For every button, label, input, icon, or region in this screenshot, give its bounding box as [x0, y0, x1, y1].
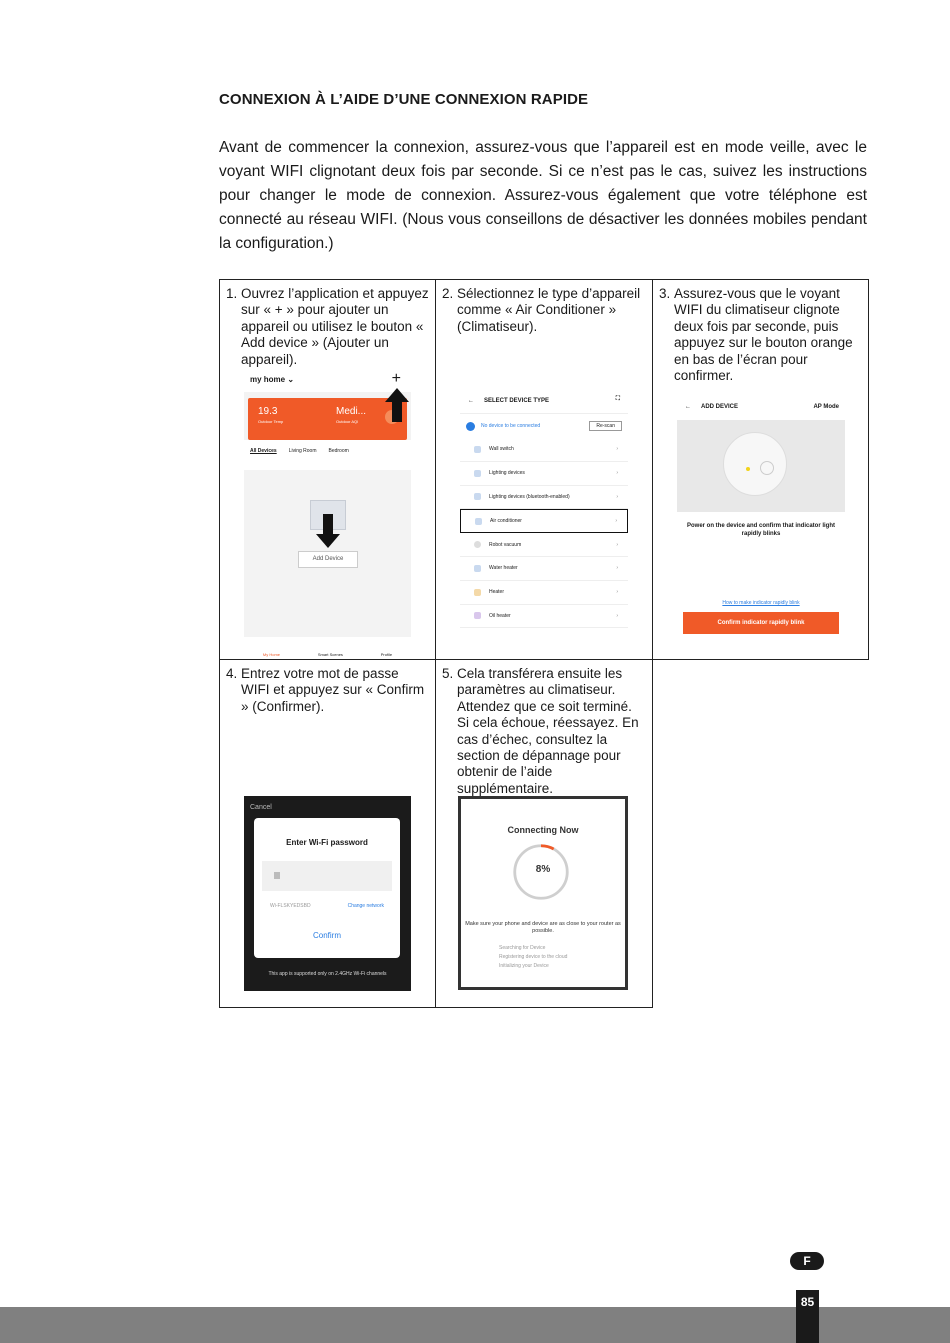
screenshot-connecting: Connecting Now 8% Make sure your phone and device are as close to your router as possible. Searching for Device Registering device to the cloud Initializing your Device: [458, 796, 628, 990]
bluetooth-icon: [466, 422, 475, 431]
progress-percent: 8%: [535, 864, 551, 875]
step-5-text: Cela transférera ensuite les paramètres au climatiseur. Attendez que ce soit terminé. Si cela échoue, réessayez. En cas d’échec, consultez la section de dépannage pour obtenir de l’aide supplémentaire.: [457, 666, 639, 796]
down-arrow-icon: [316, 514, 340, 548]
back-arrow-icon[interactable]: ←: [685, 404, 691, 410]
step-4-text: Entrez votre mot de passe WIFI et appuyez sur « Confirm » (Confirmer).: [241, 666, 425, 714]
device-type-row[interactable]: Wall switch ›: [460, 438, 628, 462]
step-1-text: Ouvrez l’application et appuyez sur « + » pour ajouter un appareil ou utilisez le bouton « Add device » (Ajouter un appareil).: [241, 286, 429, 367]
language-badge: F: [790, 1252, 824, 1270]
weather-card: 19.3 Outdoor Temp Medi... Outdoor AQI: [248, 398, 407, 440]
tab-bedroom[interactable]: Bedroom: [328, 448, 349, 454]
lock-icon: [274, 872, 280, 879]
screenshot-add-device: ← ADD DEVICE AP Mode Power on the device and confirm that indicator light rapidly blinks How to make indicator rapidly blink Confirm indicator rapidly blink: [677, 398, 845, 634]
stage-list: Searching for Device Registering device to the cloud Initializing your Device: [499, 945, 568, 969]
device-type-row[interactable]: Water heater ›: [460, 557, 628, 581]
confirm-button[interactable]: Confirm: [312, 931, 341, 940]
password-field[interactable]: [262, 861, 392, 891]
screenshot-device-type: ← SELECT DEVICE TYPE ⛶ No device to be connected Re-scan Wall switch › Lighting devices › Lighting devices (bluetooth-enabled) › Air conditioner › Robot vacuum › Water heater › Heater › Oil heater ›: [460, 390, 628, 652]
tab-all-devices[interactable]: All Devices: [250, 448, 277, 454]
up-arrow-icon: [385, 388, 409, 422]
confirm-blink-button[interactable]: Confirm indicator rapidly blink: [683, 612, 839, 634]
change-network-link[interactable]: Change network: [347, 903, 384, 909]
device-type-row[interactable]: Oil heater ›: [460, 605, 628, 629]
step-3-text: Assurez-vous que le voyant WIFI du climatiseur clignote deux fois par seconde, puis appuyez sur le bouton orange en bas de l’écran pour confirmer.: [674, 286, 853, 384]
nav-smart-scenes[interactable]: Smart Scenes: [317, 652, 343, 657]
nav-my-home[interactable]: My Home: [262, 652, 281, 657]
screenshot-wifi-password: Cancel Enter Wi-Fi password Wi-FLSKYEDSBD Change network Confirm This app is supported only on 2.4GHz Wi-Fi channels: [244, 796, 411, 991]
pointer-arrows: [244, 370, 411, 659]
indicator-light-icon: [746, 467, 750, 471]
device-type-row[interactable]: Lighting devices (bluetooth-enabled) ›: [460, 486, 628, 510]
page-number: 85: [796, 1290, 819, 1343]
steps-table: [219, 279, 869, 1008]
intro-paragraph: Avant de commencer la connexion, assurez-vous que l’appareil est en mode veille, avec le voyant WIFI clignotant deux fois par seconde. Si ce n’est pas le cas, suivez les instructions pour changer le mode de connexion. Assurez-vous également que votre téléphone est connecté au réseau WIFI. (Nous vous conseillons de désactiver les données mobiles pendant la configuration.): [219, 139, 867, 252]
section-title: CONNEXION À L’AIDE D’UNE CONNEXION RAPIDE: [219, 91, 589, 108]
empty-cell: [653, 660, 869, 1008]
step-1-cell: 1. Ouvrez l’application et appuyez sur « + » pour ajouter un appareil ou utilisez le bouton « Add device » (Ajouter un appareil). my home ⌄ + 19.3 Outdoor Temp Medi... Outdoor AQI All Devices Living Room Bedroom Add Device My Home Smart Scenes Profile: [220, 280, 436, 660]
step-5-cell: 5. Cela transférera ensuite les paramètres au climatiseur. Attendez que ce soit terminé. Si cela échoue, réessayez. En cas d’échec, consultez la section de dépannage pour obtenir de l’aide supplémentaire. Connecting Now 8% Make sure your phone and device are as close to your router as possible. Searching for Device Registering device to the cloud Initializing your Device: [436, 660, 653, 1008]
step-2-text: Sélectionnez le type d’appareil comme « Air Conditioner » (Climatiseur).: [457, 286, 641, 334]
cancel-button[interactable]: Cancel: [250, 804, 272, 811]
device-type-row[interactable]: Robot vacuum ›: [460, 533, 628, 557]
password-dialog: Enter Wi-Fi password Wi-FLSKYEDSBD Change network Confirm: [254, 818, 400, 958]
wifi-icon: [760, 461, 774, 475]
rescan-button[interactable]: Re-scan: [589, 421, 622, 431]
device-type-row[interactable]: Lighting devices ›: [460, 462, 628, 486]
screenshot-home: my home ⌄ + 19.3 Outdoor Temp Medi... Outdoor AQI All Devices Living Room Bedroom Add Device My Home Smart Scenes Profile: [244, 370, 411, 659]
ap-mode-toggle[interactable]: AP Mode: [813, 404, 839, 410]
scan-icon[interactable]: ⛶: [615, 396, 620, 402]
step-4-cell: 4. Entrez votre mot de passe WIFI et appuyez sur « Confirm » (Confirmer). Cancel Enter Wi-Fi password Wi-FLSKYEDSBD Change network Confirm This app is supported only on 2.4GHz Wi-Fi channels: [220, 660, 436, 1008]
help-link[interactable]: How to make indicator rapidly blink: [722, 600, 800, 606]
plus-icon[interactable]: +: [391, 370, 401, 387]
nav-profile[interactable]: Profile: [380, 652, 393, 657]
tab-living-room[interactable]: Living Room: [288, 448, 317, 454]
device-illustration: [677, 420, 845, 512]
device-type-row[interactable]: Heater ›: [460, 581, 628, 605]
back-arrow-icon[interactable]: ←: [468, 398, 474, 404]
step-3-cell: 3. Assurez-vous que le voyant WIFI du climatiseur clignote deux fois par seconde, puis appuyez sur le bouton orange en bas de l’écran pour confirmer. ← ADD DEVICE AP Mode Power on the device and confirm that indicator light rapidly blinks How to make indicator rapidly blink Confirm indicator rapidly blink: [653, 280, 869, 660]
step-2-cell: 2. Sélectionnez le type d’appareil comme « Air Conditioner » (Climatiseur). ← SELECT DEVICE TYPE ⛶ No device to be connected Re-scan Wall switch › Lighting devices › Lighting devices (bluetooth-enabled) › Air conditioner › Robot vacuum › Water heater › Heater › Oil heater ›: [436, 280, 653, 660]
device-type-row-selected[interactable]: Air conditioner ›: [460, 509, 628, 533]
add-device-button[interactable]: Add Device: [298, 551, 358, 568]
